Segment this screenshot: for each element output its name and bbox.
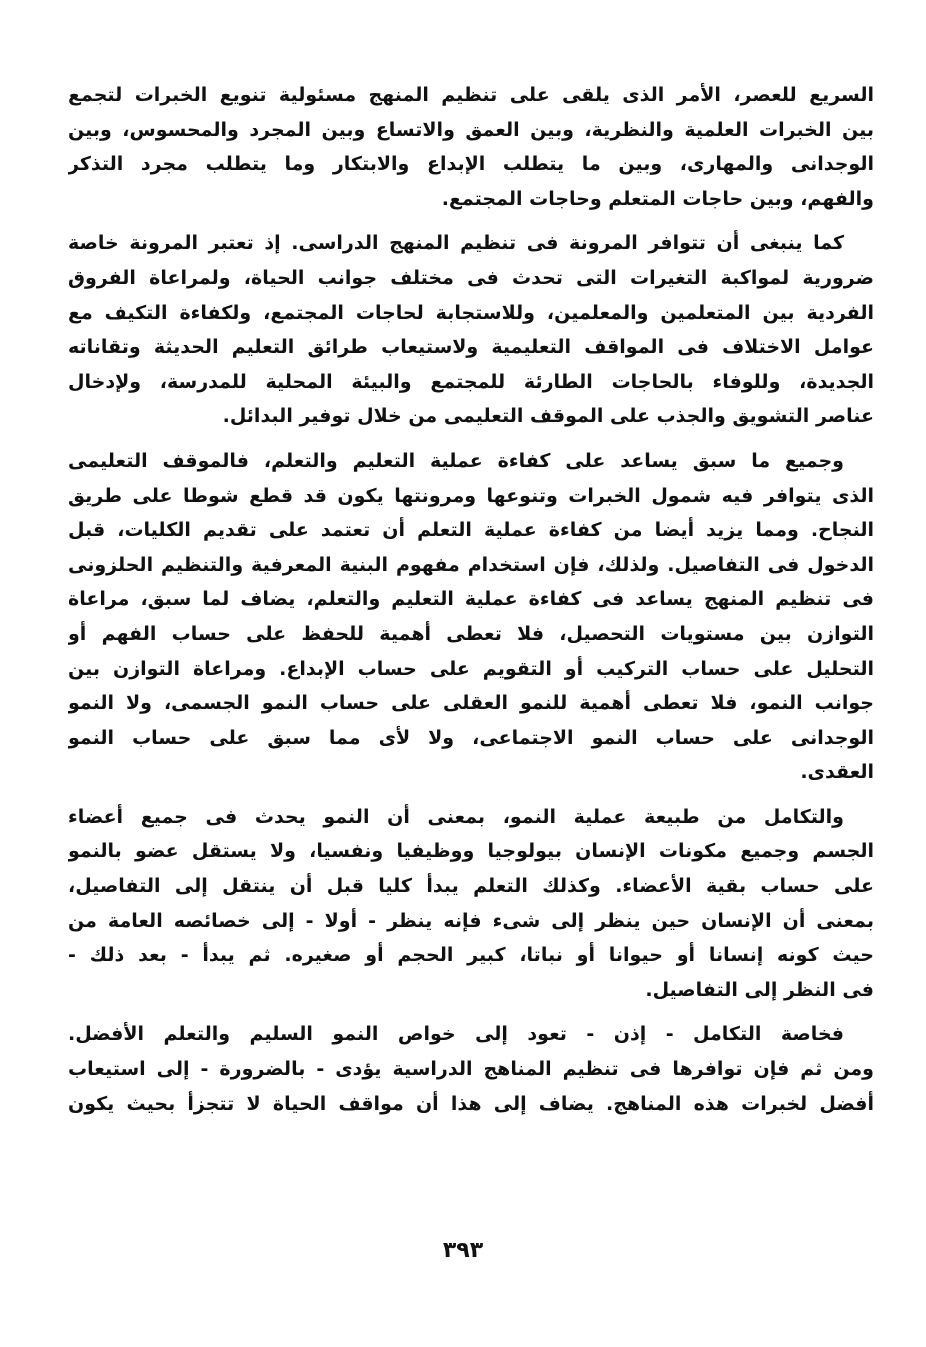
text-line: فى تنظيم المنهج يساعد فى كفاءة عملية التعليم والتعلم، يضاف لما سبق، مراعاة: [68, 588, 874, 611]
text-line: النجاح. ومما يزيد أيضا من كفاءة عملية التعلم أن تعتمد على تقديم الكليات، قبل: [68, 519, 874, 542]
text-line: على حساب بقية الأعضاء. وكذلك التعلم يبدأ كليا قبل أن ينتقل إلى التفاصيل،: [68, 875, 874, 898]
text-line: أفضل لخبرات هذه المناهج. يضاف إلى هذا أن مواقف الحياة لا تتجزأ بحيث يكون: [68, 1092, 874, 1115]
text-line: والتكامل من طبيعة عملية النمو، بمعنى أن النمو يحدث فى جميع أعضاء: [68, 805, 844, 828]
text-line: عناصر التشويق والجذب على الموقف التعليمى من خلال توفير البدائل.: [222, 405, 874, 428]
paragraph: [68, 78, 874, 216]
text-line: عوامل الاختلاف فى المواقف التعليمية ولاستيعاب طرائق التعليم الحديثة وتقاناته: [68, 336, 874, 359]
text-line: السريع للعصر، الأمر الذى يلقى على تنظيم المنهج مسئولية تنويع الخبرات لتجمع: [68, 84, 874, 106]
text-line: الوجدانى على حساب النمو الاجتماعى، ولا لأى مما سبق على حساب النمو: [68, 726, 874, 749]
document-body: [68, 78, 874, 1131]
text-line: حيث كونه إنسانا أو حيوانا أو نباتا، كبير الحجم أو صغيره. ثم يبدأ - بعد ذلك -: [68, 944, 874, 967]
text-line: فخاصة التكامل - إذن - تعود إلى خواص النمو السليم والتعلم الأفضل.: [68, 1023, 844, 1046]
text-line: الذى يتوافر فيه شمول الخبرات وتنوعها ومرونتها يكون قد قطع شوطا على طريق: [68, 484, 874, 507]
paragraph: [68, 226, 874, 434]
text-line: الفردية بين المتعلمين والمعلمين، وللاستجابة لحاجات المجتمع، ولكفاءة التكيف مع: [68, 301, 874, 324]
text-line: العقدى.: [800, 761, 874, 784]
text-line: الدخول فى التفاصيل. ولذلك، فإن استخدام مفهوم البنية المعرفية والتنظيم الحلزونى: [68, 553, 874, 576]
text-line: بين الخبرات العلمية والنظرية، وبين العمق والاتساع وبين المجرد والمحسوس، وبين: [68, 118, 874, 141]
text-line: فى النظر إلى التفاصيل.: [645, 978, 874, 1001]
text-line: كما ينبغى أن تتوافر المرونة فى تنظيم المنهج الدراسى. إذ تعتبر المرونة خاصة: [68, 232, 844, 255]
text-line: وجميع ما سبق يساعد على كفاءة عملية التعليم والتعلم، فالموقف التعليمى: [68, 449, 844, 472]
text-line: ضرورية لمواكبة التغيرات التى تحدث فى مختلف جوانب الحياة، ولمراعاة الفروق: [68, 266, 874, 289]
text-line: جوانب النمو، فلا تعطى أهمية للنمو العقلى على حساب النمو الجسمى، ولا النمو: [68, 692, 874, 715]
text-line: بمعنى أن الإنسان حين ينظر إلى شىء فإنه ينظر - أولا - إلى خصائصه العامة من: [68, 909, 874, 932]
paragraph: [68, 800, 874, 1008]
text-line: والفهم، وبين حاجات المتعلم وحاجات المجتمع.: [441, 187, 874, 210]
text-line: الجسم وجميع مكونات الإنسان بيولوجيا ووظيفيا ونفسيا، ولا يستقل عضو بالنمو: [68, 840, 874, 863]
text-line: ومن ثم فإن توافرها فى تنظيم المناهج الدراسية يؤدى - بالضرورة - إلى استيعاب: [68, 1058, 874, 1081]
page-number: ٣٩٣: [442, 1238, 484, 1263]
paragraph: [68, 1017, 874, 1121]
text-line: الوجدانى والمهارى، وبين ما يتطلب الإبداع والابتكار وما يتطلب مجرد التذكر: [68, 153, 874, 176]
text-line: التوازن بين مستويات التحصيل، فلا تعطى أهمية للحفظ على حساب الفهم أو: [68, 622, 874, 645]
text-line: التحليل على حساب التركيب أو التقويم على حساب الإبداع. ومراعاة التوازن بين: [68, 657, 874, 680]
text-line: الجديدة، وللوفاء بالحاجات الطارئة للمجتمع والبيئة المحلية للمدرسة، ولإدخال: [68, 370, 874, 393]
paragraph: [68, 444, 874, 790]
